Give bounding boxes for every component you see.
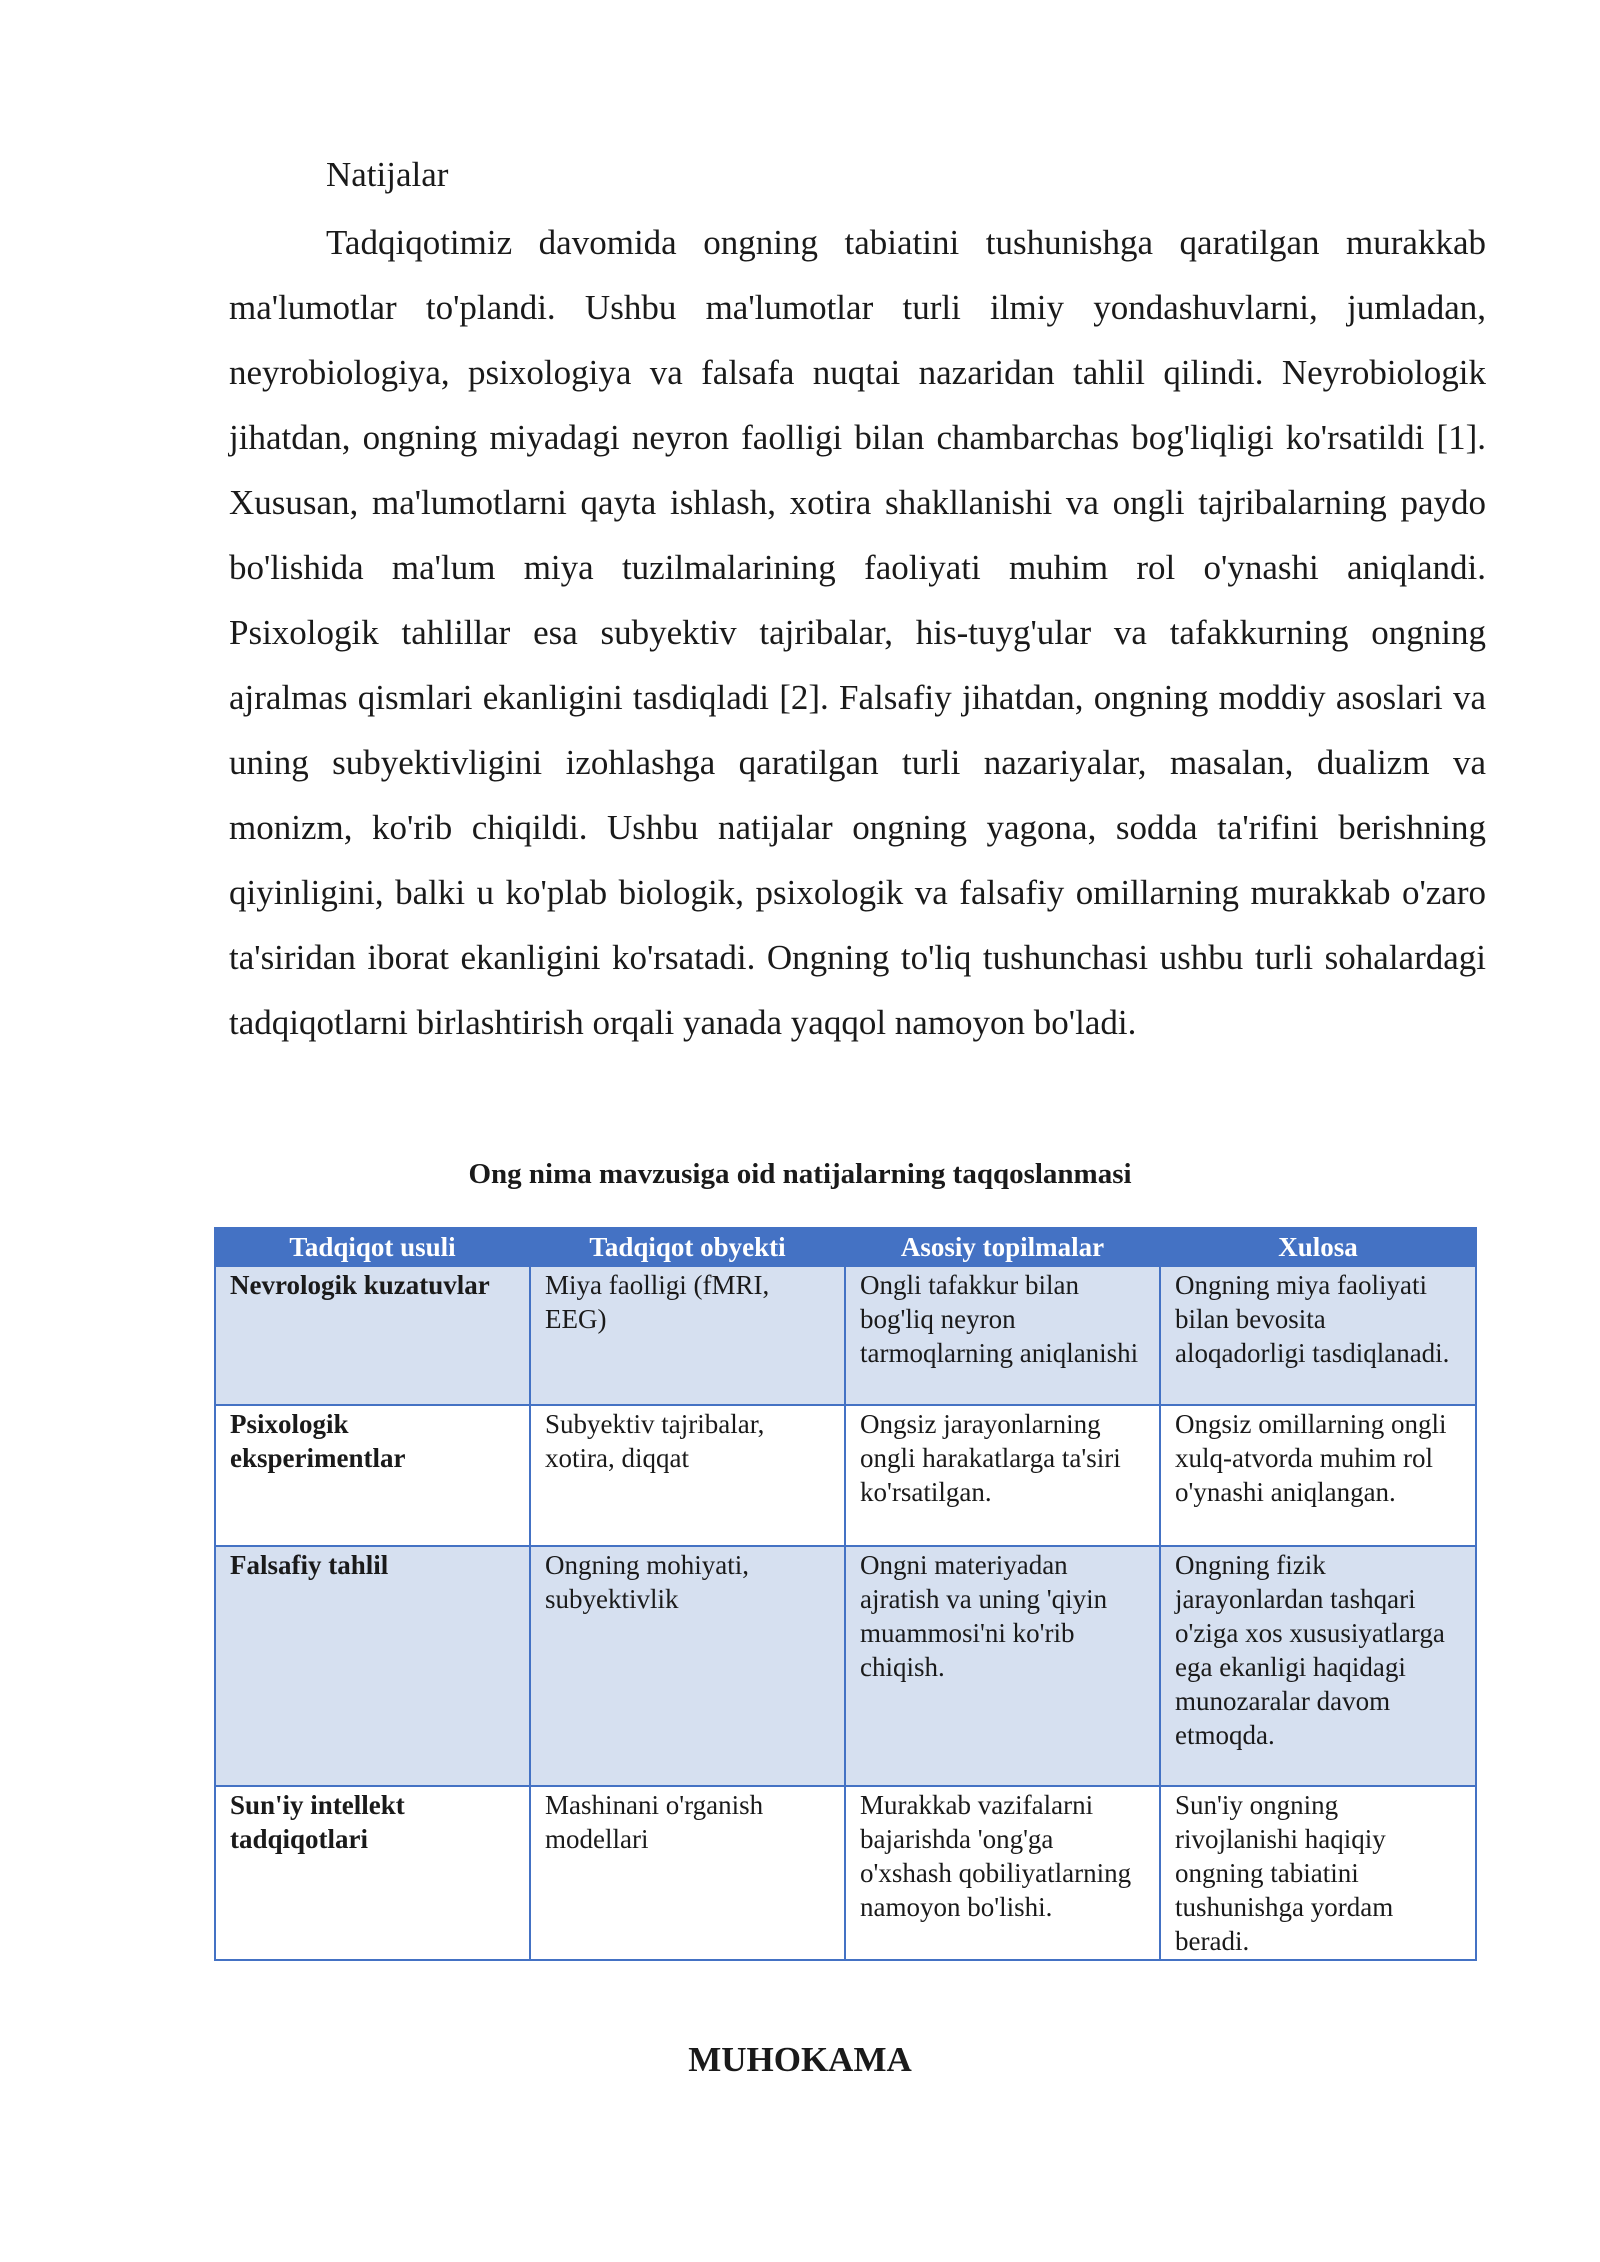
table-row: [215, 1786, 1476, 1960]
cell-conclusion: Ongning miya faoliyati bilan bevosita aloqadorligi tasdiqlanadi.: [1160, 1266, 1476, 1405]
cell-object: Miya faolligi (fMRI, EEG): [530, 1266, 845, 1405]
cell-method: Sun'iy intellekt tadqiqotlari: [215, 1786, 530, 1960]
cell-method: Nevrologik kuzatuvlar: [215, 1266, 530, 1405]
cell-conclusion: Sun'iy ongning rivojlanishi haqiqiy ongning tabiatini tushunishga yordam beradi.: [1160, 1786, 1476, 1960]
comparison-table: [214, 1227, 1477, 1961]
cell-method: Falsafiy tahlil: [215, 1546, 530, 1786]
table-caption: Ong nima mavzusiga oid natijalarning taqqoslanmasi: [468, 1158, 1132, 1190]
header-method: Tadqiqot usuli: [215, 1228, 530, 1266]
header-conclusion: Xulosa: [1160, 1228, 1476, 1266]
cell-findings: Ongsiz jarayonlarning ongli harakatlarga ta'siri ko'rsatilgan.: [845, 1405, 1160, 1546]
cell-method: Psixologik eksperimentlar: [215, 1405, 530, 1546]
cell-findings: Ongli tafakkur bilan bog'liq neyron tarmoqlarning aniqlanishi: [845, 1266, 1160, 1405]
cell-object: Ongning mohiyati, subyektivlik: [530, 1546, 845, 1786]
results-paragraph: Tadqiqotimiz davomida ongning tabiatini tushunishga qaratilgan murakkab ma'lumotlar to'plandi. Ushbu ma'lumotlar turli ilmiy yondashuvlarni, jumladan, neyrobiologiya, psixologiya va falsafa nuqtai nazaridan tahlil qilindi. Neyrobiologik jihatdan, ongning miyadagi neyron faolligi bilan chambarchas bog'liqligi ko'rsatildi [1]. Xususan, ma'lumotlarni qayta ishlash, xotira shakllanishi va ongli tajribalarning paydo bo'lishida ma'lum miya tuzilmalarining faoliyati muhim rol o'ynashi aniqlandi. Psixologik tahlillar esa subyektiv tajribalar, his-tuyg'ular va tafakkurning ongning ajralmas qismlari ekanligini tasdiqladi [2]. Falsafiy jihatdan, ongning moddiy asoslari va uning subyektivligini izohlashga qaratilgan turli nazariyalar, masalan, dualizm va monizm, ko'rib chiqildi. Ushbu natijalar ongning yagona, sodda ta'rifini berishning qiyinligini, balki u ko'plab biologik, psixologik va falsafiy omillarning murakkab o'zaro ta'siridan iborat ekanligini ko'rsatadi. Ongning to'liq tushunchasi ushbu turli sohalardagi tadqiqotlarni birlashtirish orqali yanada yaqqol namoyon bo'ladi.: [229, 223, 1486, 1042]
table-row: [215, 1266, 1476, 1405]
cell-findings: Murakkab vazifalarni bajarishda 'ong'ga o'xshash qobiliyatlarning namoyon bo'lishi.: [845, 1786, 1160, 1960]
cell-conclusion: Ongsiz omillarning ongli xulq-atvorda muhim rol o'ynashi aniqlangan.: [1160, 1405, 1476, 1546]
table-row: [215, 1546, 1476, 1786]
cell-findings: Ongni materiyadan ajratish va uning 'qiyin muammosi'ni ko'rib chiqish.: [845, 1546, 1160, 1786]
table-header-row: [215, 1228, 1476, 1266]
cell-object: Subyektiv tajribalar, xotira, diqqat: [530, 1405, 845, 1546]
header-object: Tadqiqot obyekti: [530, 1228, 845, 1266]
section-heading: Natijalar: [326, 155, 449, 194]
discussion-heading: MUHOKAMA: [688, 2040, 912, 2079]
header-findings: Asosiy topilmalar: [845, 1228, 1160, 1266]
table-row: [215, 1405, 1476, 1546]
cell-object: Mashinani o'rganish modellari: [530, 1786, 845, 1960]
cell-conclusion: Ongning fizik jarayonlardan tashqari o'ziga xos xususiyatlarga ega ekanligi haqidagi munozaralar davom etmoqda.: [1160, 1546, 1476, 1786]
